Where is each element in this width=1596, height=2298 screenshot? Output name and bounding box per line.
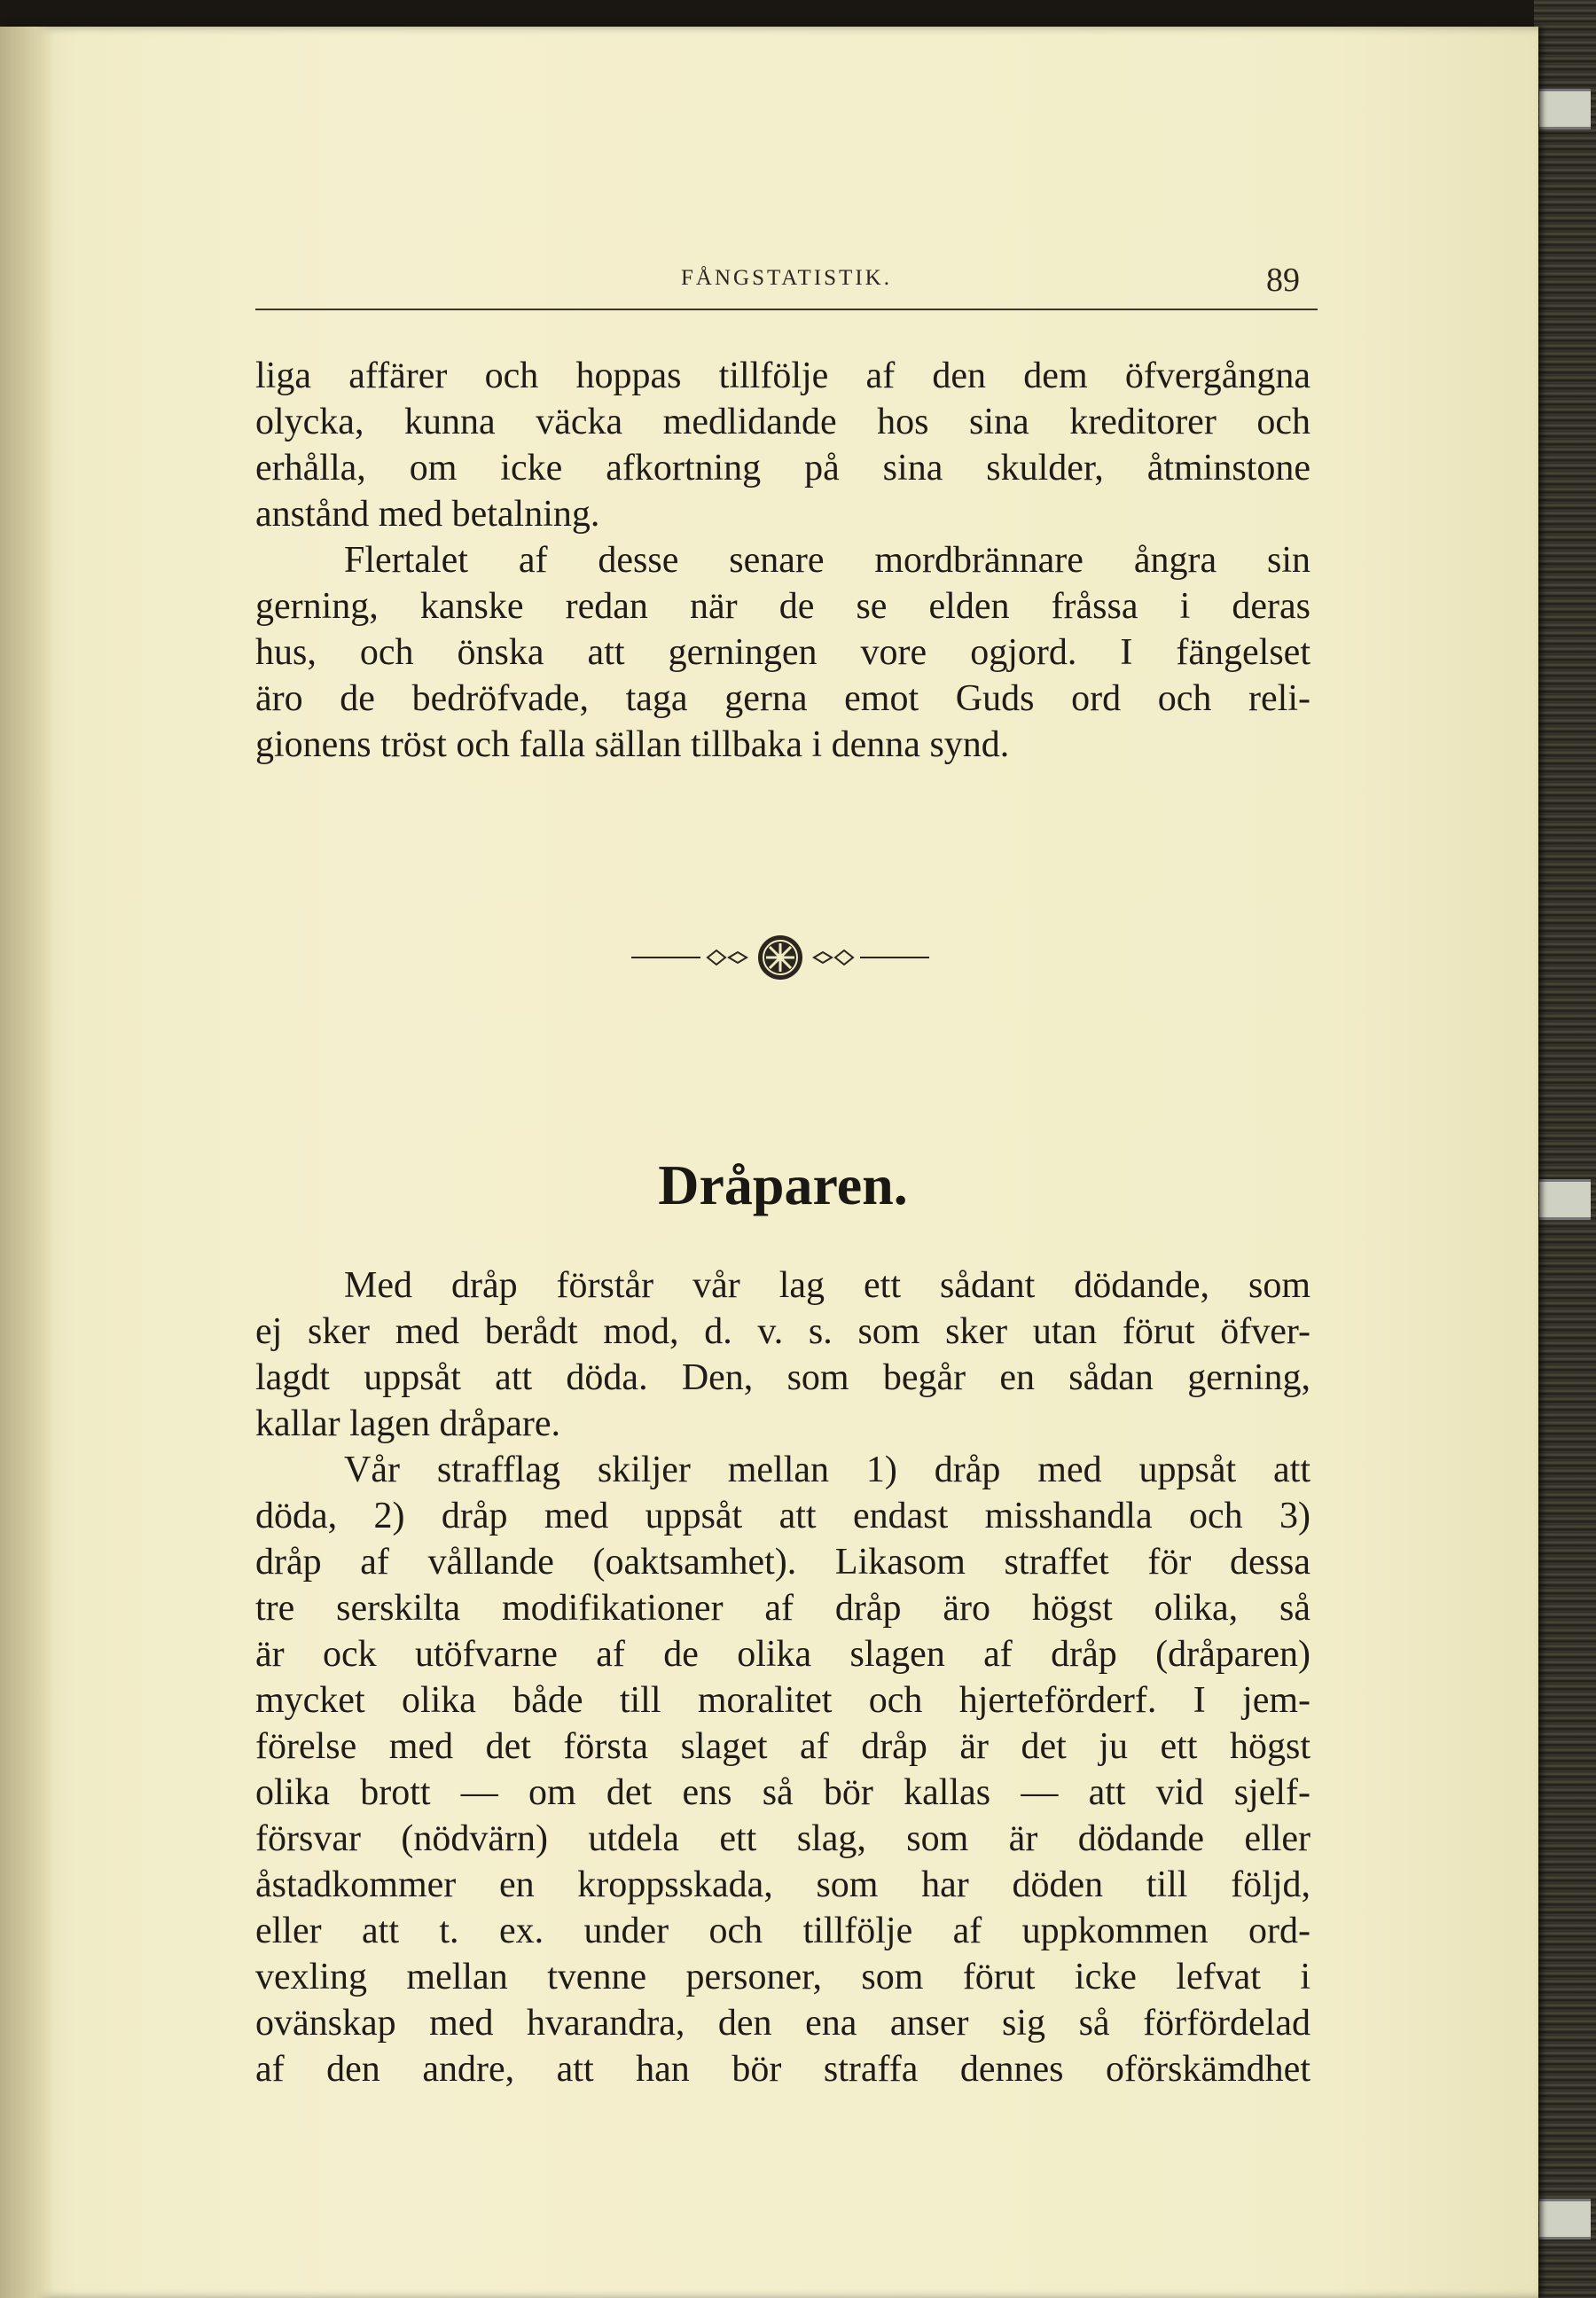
book-binding-edge [1534,0,1596,2298]
paragraph-block-1 [255,353,1310,768]
text-line: liga affärer och hoppas tillfölje af den dem öfvergångna [255,356,1310,396]
text-line: försvar (nödvärn) utdela ett slag, som är dödande eller [255,1818,1310,1859]
paragraph-block-2 [255,1262,1310,2092]
binding-band [1539,2199,1591,2239]
text-line: kallar lagen dråpare. [255,1403,560,1444]
text-line: åstadkommer en kroppsskada, som har döden till följd, [255,1864,1310,1905]
text-line: gionens tröst och falla sällan tillbaka i denna synd. [255,724,1010,765]
text-line: mycket olika både till moralitet och hjerteförderf. I jem- [255,1680,1310,1721]
binding-band [1539,89,1591,129]
text-line: äro de bedröfvade, taga gerna emot Guds ord och reli- [255,678,1310,719]
text-line: dråp af vållande (oaktsamhet). Likasom straffet för dessa [255,1542,1310,1583]
section-heading: Dråparen. [658,1153,908,1216]
text-line: Vår strafflag skiljer mellan 1) dråp med uppsåt att [344,1450,1310,1490]
running-head-title: FÅNGSTATISTIK. [681,266,892,290]
text-line: tre serskilta modifikationer af dråp äro högst olika, så [255,1588,1310,1629]
text-line: af den andre, att han bör straffa dennes oförskämdhet [255,2049,1310,2090]
text-line: eller att t. ex. under och tillfölje af uppkommen ord- [255,1911,1310,1951]
section-divider-ornament [621,931,940,984]
text-line: olika brott — om det ens så bör kallas — att vid sjelf- [255,1772,1310,1813]
text-line: vexling mellan tvenne personer, som förut icke lefvat i [255,1957,1310,1997]
text-line: ej sker med berådt mod, d. v. s. som sker utan förut öfver- [255,1311,1310,1352]
text-line: förelse med det första slaget af dråp är det ju ett högst [255,1726,1310,1767]
text-line: Flertalet af desse senare mordbrännare ångra sin [344,540,1310,581]
text-line: erhålla, om icke afkortning på sina skulder, åtminstone [255,448,1310,489]
text-line: gerning, kanske redan när de se elden fråssa i deras [255,586,1310,627]
header-rule [255,309,1318,310]
text-line: döda, 2) dråp med uppsåt att endast misshandla och 3) [255,1496,1310,1536]
page-number: 89 [1266,262,1300,299]
page-gutter [0,27,55,2298]
text-line: olycka, kunna väcka medlidande hos sina kreditorer och [255,402,1310,442]
text-line: Med dråp förstår vår lag ett sådant dödande, som [344,1265,1310,1306]
text-line: är ock utöfvarne af de olika slagen af dråp (dråparen) [255,1634,1310,1675]
text-line: anstånd med betalning. [255,494,600,535]
text-line: lagdt uppsåt att döda. Den, som begår en sådan gerning, [255,1357,1310,1398]
text-line: ovänskap med hvarandra, den ena anser sig så förfördelad [255,2003,1310,2044]
binding-band [1539,1179,1591,1220]
text-line: hus, och önska att gerningen vore ogjord. I fängelset [255,632,1310,673]
running-head [255,257,1318,310]
